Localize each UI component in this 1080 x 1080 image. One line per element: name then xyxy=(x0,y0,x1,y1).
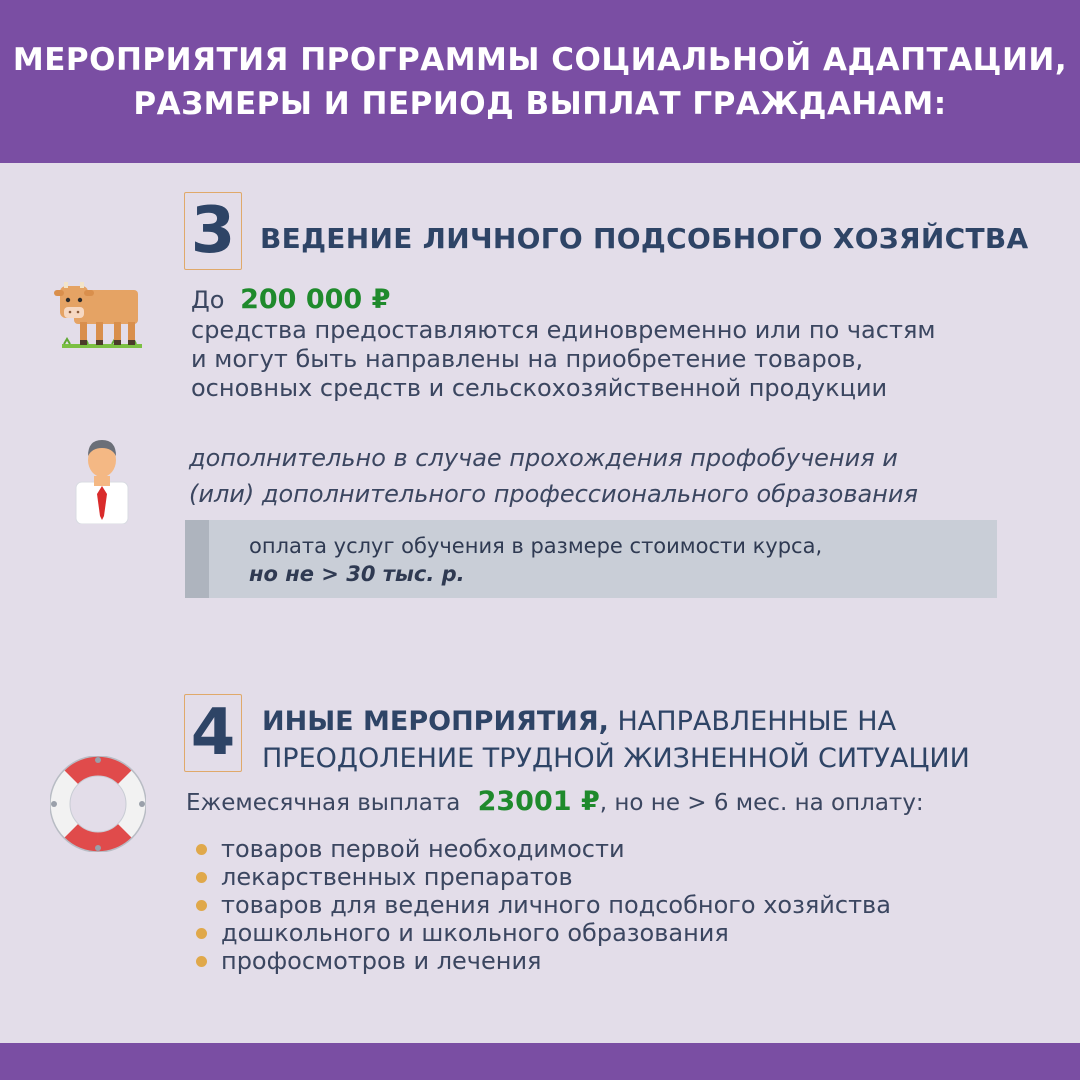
bullet-icon xyxy=(196,872,207,883)
list-item-label: товаров для ведения личного подсобного хозяйства xyxy=(221,891,891,919)
payment-line1: оплата услуг обучения в размере стоимости курса, xyxy=(249,534,823,558)
header-title-line1: МЕРОПРИЯТИЯ ПРОГРАММЫ СОЦИАЛЬНОЙ АДАПТАЦИИ, xyxy=(12,41,1068,78)
payment-line2: но не > 30 тыс. р. xyxy=(249,562,465,586)
cow-icon xyxy=(52,280,144,352)
businessman-icon xyxy=(72,436,132,524)
list-item xyxy=(196,947,891,975)
section3-description xyxy=(191,316,935,403)
header-title-line2: РАЗМЕРЫ И ПЕРИОД ВЫПЛАТ ГРАЖДАНАМ: xyxy=(133,85,947,122)
bullet-icon xyxy=(196,928,207,939)
section4-title-bold: ИНЫЕ МЕРОПРИЯТИЯ, xyxy=(262,706,609,737)
footer-bar xyxy=(0,1043,1080,1080)
payment-box-accent xyxy=(185,520,209,598)
monthly-amount: 23001 ₽ xyxy=(477,786,600,817)
extra-line2: (или) дополнительного профессионального образования xyxy=(189,480,918,508)
section4-title xyxy=(262,703,970,777)
amount-prefix: До xyxy=(191,286,225,314)
section4-title-rest: НАПРАВЛЕННЫЕ НА xyxy=(608,706,897,737)
training-payment-box xyxy=(185,520,997,598)
desc-line3: основных средств и сельскохозяйственной продукции xyxy=(191,374,888,402)
header-banner xyxy=(0,0,1080,163)
bullet-icon xyxy=(196,900,207,911)
list-item xyxy=(196,919,891,947)
bullet-icon xyxy=(196,844,207,855)
desc-line1: средства предоставляются единовременно или по частям xyxy=(191,316,936,344)
section4-title-line2: ПРЕОДОЛЕНИЕ ТРУДНОЙ ЖИЗНЕННОЙ СИТУАЦИИ xyxy=(262,743,970,774)
extra-line1: дополнительно в случае прохождения профобучения и xyxy=(189,444,898,472)
monthly-prefix: Ежемесячная выплата xyxy=(186,790,461,816)
list-item-label: дошкольного и школьного образования xyxy=(221,919,729,947)
lifebuoy-icon xyxy=(50,756,146,852)
section4-number: 4 xyxy=(184,694,242,772)
desc-line2: и могут быть направлены на приобретение товаров, xyxy=(191,345,864,373)
list-item xyxy=(196,835,891,863)
bullet-icon xyxy=(196,956,207,967)
list-item xyxy=(196,891,891,919)
section3-amount: 200 000 ₽ xyxy=(240,284,391,315)
section3-title: ВЕДЕНИЕ ЛИЧНОГО ПОДСОБНОГО ХОЗЯЙСТВА xyxy=(260,222,1029,255)
section3-extra xyxy=(189,440,918,512)
monthly-suffix: , но не > 6 мес. на оплату: xyxy=(599,790,924,816)
section3-amount-line xyxy=(191,284,390,315)
section3-number: 3 xyxy=(184,192,242,270)
list-item-label: товаров первой необходимости xyxy=(221,835,625,863)
payment-purpose-list xyxy=(196,835,891,975)
list-item-label: профосмотров и лечения xyxy=(221,947,542,975)
list-item-label: лекарственных препаратов xyxy=(221,863,573,891)
list-item xyxy=(196,863,891,891)
section4-monthly-line xyxy=(186,786,924,817)
